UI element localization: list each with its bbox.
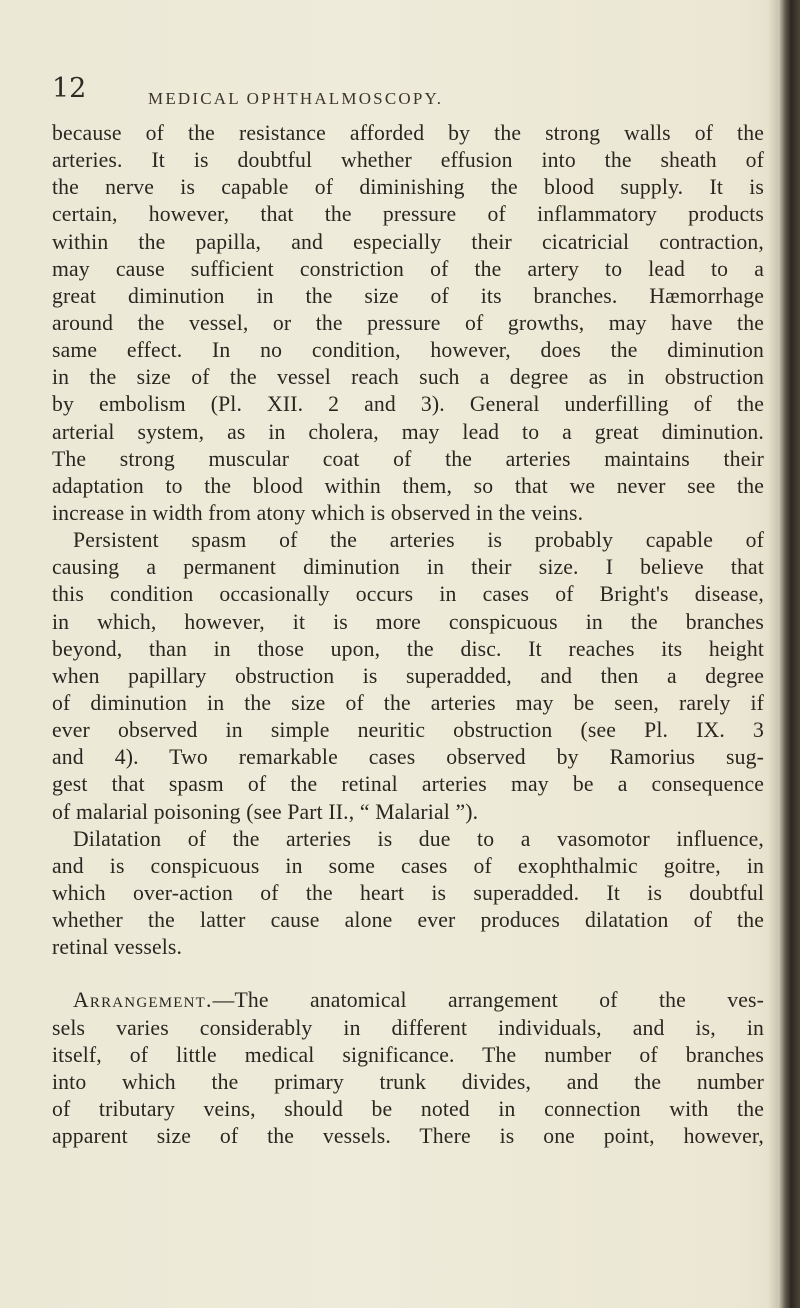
text-line: The strong muscular coat of the arteries maintains their [52,446,764,471]
text-line: in which, however, it is more conspicuous in the branches [52,609,764,634]
page-edge-shadow [768,0,778,1308]
text-line: arteries. It is doubtful whether effusion into the sheath of [52,148,764,173]
text-line: gest that spasm of the retinal arteries may be a consequence [52,772,764,797]
text-line: increase in width from atony which is observed in the veins. [52,500,584,525]
text-line: the nerve is capable of diminishing the blood supply. It is [52,175,764,200]
text-line: and 4). Two remarkable cases observed by Ramorius sug- [52,745,764,770]
text-line: Persistent spasm of the arteries is probably capable of [73,528,764,553]
text-line [52,987,764,1014]
text-line: of malarial poisoning (see Part II., “ Malarial ”). [52,799,479,824]
text-line: same effect. In no condition, however, does the diminution [52,338,764,363]
text-line: by embolism (Pl. XII. 2 and 3). General underfilling of the [52,392,764,417]
text-line: into which the primary trunk divides, and the number [52,1069,764,1094]
text-line: and is conspicuous in some cases of exophthalmic goitre, in [52,853,764,878]
text-run: —The anatomical arrangement of the ves- [212,988,764,1013]
page-number: 12 [52,73,87,104]
text-line: sels varies considerably in different individuals, and is, in [52,1015,764,1040]
text-line: arterial system, as in cholera, may lead to a great diminution. [52,419,764,444]
text-line: causing a permanent diminution in their size. I believe that [52,555,764,580]
text-line: may cause sufficient constriction of the artery to lead to a [52,256,764,281]
text-line: ever observed in simple neuritic obstruction (see Pl. IX. 3 [52,718,764,743]
text-line: within the papilla, and especially their cicatricial contraction, [52,229,764,254]
text-line: this condition occasionally occurs in cases of Bright's disease, [52,582,764,607]
section-heading: Arrangement. [73,988,213,1013]
text-line: when papillary obstruction is superadded, and then a degree [52,663,764,688]
text-line: around the vessel, or the pressure of growths, may have the [52,310,764,335]
text-line: of tributary veins, should be noted in connection with the [52,1096,764,1121]
text-line: adaptation to the blood within them, so that we never see the [52,473,764,498]
text-line: apparent size of the vessels. There is one point, however, [52,1124,764,1149]
text-line: of diminution in the size of the arteries may be seen, rarely if [52,690,764,715]
body-text [52,120,764,1150]
text-line: retinal vessels. [52,935,183,960]
text-line: because of the resistance afforded by the strong walls of the [52,121,764,145]
text-line: beyond, than in those upon, the disc. It reaches its height [52,636,764,661]
paragraph-gap [52,961,764,987]
text-line: certain, however, that the pressure of inflammatory products [52,202,764,227]
text-line: whether the latter cause alone ever produces dilatation of the [52,908,764,933]
text-line: in the size of the vessel reach such a degree as in obstruction [52,365,764,390]
running-head: MEDICAL OPHTHALMOSCOPY. [148,89,444,108]
text-line: Dilatation of the arteries is due to a vasomotor influence, [73,826,764,851]
text-line: which over-action of the heart is superadded. It is doubtful [52,880,764,905]
text-line: itself, of little medical significance. The number of branches [52,1042,764,1067]
text-line: great diminution in the size of its branches. Hæmorrhage [52,283,764,308]
book-spine-edge [778,0,800,1308]
